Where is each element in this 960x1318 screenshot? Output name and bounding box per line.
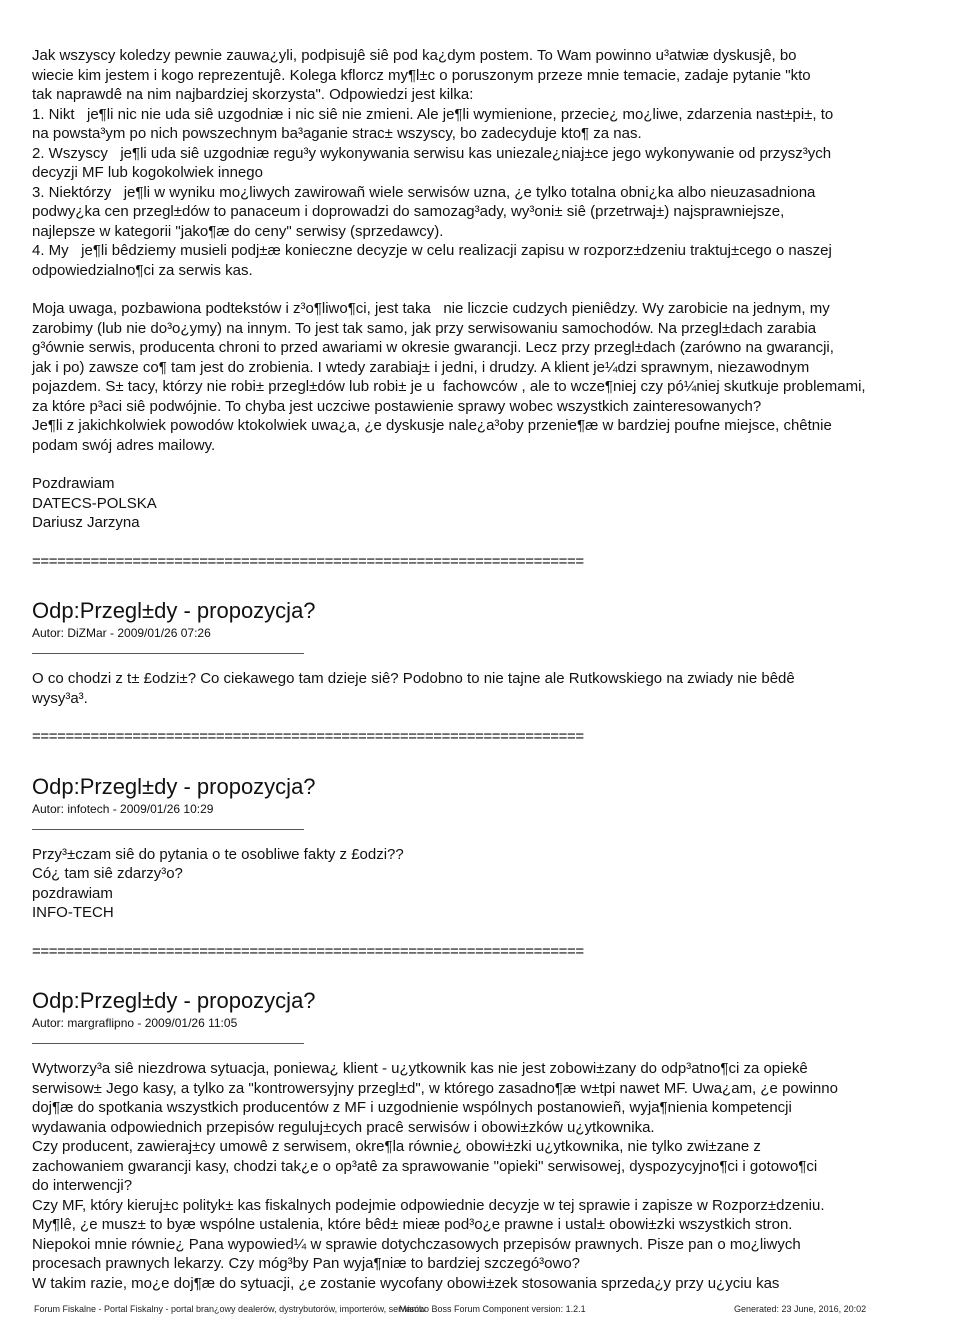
reply-post [32,988,956,1293]
reply-post [32,598,956,747]
footer-generated-date: Generated: 23 June, 2016, 20:02 [734,1304,867,1314]
post-title: Odp:Przegl±dy - propozycja? [32,773,316,799]
post-body: O co chodzi z t± £odzi±? Co ciekawego tam dzieje siê? Podobno to nie tajne ale Rutkowskiego na zwiady nie bêdê wysy³a³. [32,670,795,707]
post-separator: ================================================================== [32,728,584,745]
intro-paragraph: Jak wszyscy koledzy pewnie zauwa¿yli, podpisujê siê pod ka¿dym postem. To Wam powinno u³atwiæ dyskusjê, bo wiecie kim jestem i kogo reprezentujê. Kolega kflorcz my¶l±c o poruszonym przeze mnie temacie, zadaje pytanie "kto tak naprawdê na nim najbardziej skorzysta". Odpowiedzi jest kilka: 1. Nikt je¶li nic nie uda siê uzgodniæ i nic siê nie zmieni. Ale je¶li wymienione, przecie¿ mo¿liwe, zdarzenia nast±pi±, to na powsta³ym po nich powszechnym ba³aganie strac± wszyscy, bo zadecyduje kto¶ za nas. 2. Wszyscy je¶li uda siê uzgodniæ regu³y wykonywania serwisu kas uniezale¿niaj±ce jego wykonywanie od przysz³ych decyzji MF lub kogokolwiek innego 3. Niektórzy je¶li w wyniku mo¿liwych zawirowañ wiele serwisów uzna, ¿e tylko totalna obni¿ka albo nieuzasadniona podwy¿ka cen przegl±dów to panaceum i doprowadzi do samozag³ady, wy³oni± siê (przetrwaj±) najsprawniejsze, najlepsze w kategorii "jako¶æ do ceny" serwisy (sprzedawcy). 4. My je¶li bêdziemy musieli podj±æ konieczne decyzje w celu realizacji zapisu w rozporz±dzeniu traktuj±cego o naszej odpowiedzialno¶ci za serwis kas. [32,47,834,279]
post-separator: ================================================================== [32,942,584,960]
meta-divider [32,1043,304,1044]
post-author-meta: Autor: margraflipno - 2009/01/26 11:05 [32,1016,238,1030]
post-body: Wytworzy³a siê niezdrowa sytuacja, poniewa¿ klient - u¿ytkownik kas nie jest zobowi±zany do odp³atno¶ci za opiekê serwisow± Jego kasy, a tylko za "kontrowersyjny przegl±d", w którego zasadno¶æ w±tpi nawet MF. Uwa¿am, ¿e powinno doj¶æ do spotkania wszystkich producentów z MF i uzgodnienie wspólnych postanowieñ, wyja¶nienia kompetencji wydawania odpowiednich przepisów reguluj±cych pracê serwisów i obowi±zków u¿ytkownika. Czy producent, zawieraj±cy umowê z serwisem, okre¶la równie¿ obowi±zki u¿ytkownika, nie tylko zwi±zane z zachowaniem gwarancji kasy, chodzi tak¿e o op³atê za sprawowanie "opieki" serwisowej, dyspozycyjno¶ci i gotowo¶ci do interwencji? Czy MF, który kieruj±c polityk± kas fiskalnych podejmie odpowiednie decyzje w tej sprawie i zapisze w Rozporz±dzeniu. My¶lê, ¿e musz± to byæ wspólne ustalenia, które bêd± mieæ pod³o¿e prawne i ustal± obowi±zki wszystkich stron. Niepokoi mnie równie¿ Pana wypowied¼ w sprawie dotychczasowych przepisów prawnych. Pisze pan o mo¿liwych procesach prawnych lekarzy. Czy móg³by Pan wyja¶niæ to bardziej szczegó³owo? W takim razie, mo¿e doj¶æ do sytuacji, ¿e zostanie wycofany obowi±zek stosowania sprzeda¿y przy u¿yciu kas [32,1060,838,1292]
post-title: Odp:Przegl±dy - propozycja? [32,988,316,1013]
post-title: Odp:Przegl±dy - propozycja? [32,598,316,623]
post-author-meta: Autor: DiZMar - 2009/01/26 07:26 [32,626,211,640]
meta-divider [32,653,304,654]
print-footer [34,1302,954,1316]
reply-post [32,774,956,962]
post-author-meta: Autor: infotech - 2009/01/26 10:29 [32,801,214,816]
meta-divider [32,829,304,830]
signature: Pozdrawiam DATECS-POLSKA Dariusz Jarzyna [32,475,157,531]
footer-component-version: Mambo Boss Forum Component version: 1.2.1 [399,1304,586,1314]
post-body: Przy³±czam siê do pytania o te osobliwe fakty z £odzi?? Có¿ tam siê zdarzy³o? pozdrawiam INFO-TECH [32,845,404,921]
post-separator: ================================================================== [32,552,584,570]
footer-site-name: Forum Fiskalne - Portal Fiskalny - portal bran¿owy dealerów, dystrybutorów, importerów, serwisów [34,1304,426,1314]
forum-thread-print [32,46,956,1293]
remark-paragraph: Moja uwaga, pozbawiona podtekstów i z³o¶liwo¶ci, jest taka nie liczcie cudzych pieniêdzy. Wy zarobicie na jednym, my zarobimy (lub nie do³o¿ymy) na innym. To jest tak samo, jak przy serwisowaniu samochodów. Na przegl±dach zarabia g³ównie serwis, producenta chroni to przed awariami w okresie gwarancji. Lecz przy przegl±dach (zarówno na gwarancji, jak i po) zawsze co¶ tam jest do zrobienia. I wtedy zarabiaj± i jedni, i drudzy. A klient je¼dzi sprawnym, niezawodnym pojazdem. S± tacy, którzy nie robi± przegl±dów lub robi± je u fachowców , ale to wcze¶niej czy pó¼niej skutkuje problemami, za które p³aci siê podwójnie. To chyba jest uczciwe postawienie sprawy wobec wszystkich zainteresowanych? Je¶li z jakichkolwiek powodów ktokolwiek uwa¿a, ¿e dyskusje nale¿a³oby przenie¶æ w bardziej poufne miejsce, chêtnie podam swój adres mailowy. [32,300,866,454]
